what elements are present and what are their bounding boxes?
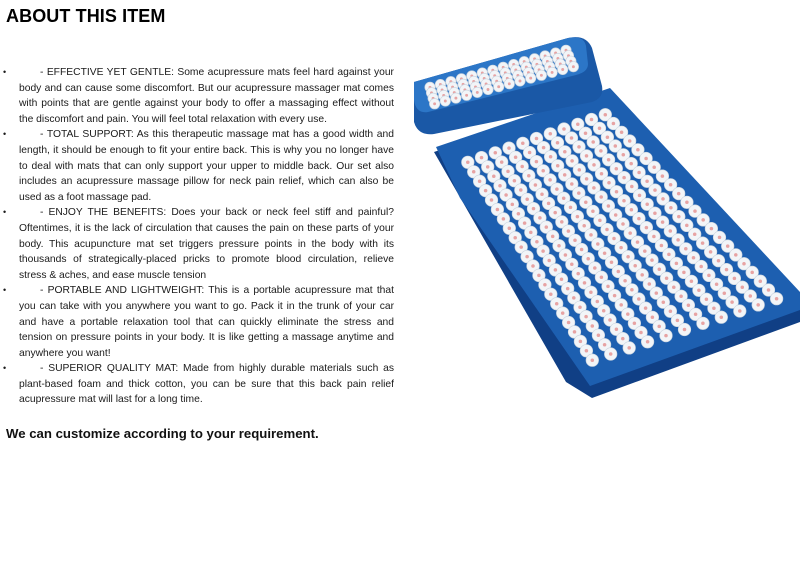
spike-center: [630, 208, 634, 212]
spike-center: [486, 165, 490, 169]
spike-center: [645, 180, 649, 184]
spike-center: [520, 165, 524, 169]
spike-center: [590, 118, 594, 122]
spike-center: [497, 85, 500, 88]
spike-center: [548, 178, 552, 182]
spike-center: [690, 280, 694, 284]
spike-center: [683, 328, 687, 332]
spike-center: [639, 331, 643, 335]
spike-center: [742, 262, 746, 266]
spike-center: [633, 264, 637, 268]
spike-center: [523, 221, 527, 225]
spike-center: [596, 300, 600, 304]
spike-center: [603, 251, 607, 255]
spike-center: [646, 340, 650, 344]
spike-center: [643, 249, 647, 253]
spike-center: [672, 285, 676, 289]
spike-center: [513, 236, 517, 240]
spike-center: [687, 304, 691, 308]
spike-center: [628, 139, 632, 143]
bullet-icon: •: [3, 67, 7, 77]
spike-center: [622, 176, 626, 180]
spike-center: [517, 212, 521, 216]
spike-center: [676, 238, 680, 242]
customize-note: We can customize according to your requirement.: [6, 426, 319, 441]
spike-center: [712, 306, 716, 310]
spike-center: [738, 309, 742, 313]
spike-center: [710, 227, 714, 231]
spike-center: [492, 175, 496, 179]
spike-center: [720, 315, 724, 319]
spike-center: [637, 297, 641, 301]
spike-center: [621, 222, 625, 226]
spike-center: [580, 248, 584, 252]
spike-center: [504, 193, 508, 197]
spike-center: [756, 303, 760, 307]
spike-center: [606, 285, 610, 289]
spike-center: [591, 210, 595, 214]
feature-text: - EFFECTIVE YET GENTLE: Some acupressure mats feel hard against your body and can cause some discomfort. But our acupressure massager mat comes with points that are gentle against your body to offer a massaging effect without the discomfort and pain. You will feel total relaxation with every use.: [19, 67, 394, 125]
spike-center: [589, 233, 593, 237]
spike-center: [636, 240, 640, 244]
spike-center: [560, 220, 564, 224]
spike-center: [532, 207, 536, 211]
spike-center: [607, 204, 611, 208]
feature-item-superior-quality-mat: [0, 361, 394, 408]
spike-center: [615, 167, 619, 171]
spike-center: [562, 127, 566, 131]
spike-center: [579, 340, 583, 344]
spike-center: [759, 279, 763, 283]
spike-center: [592, 163, 596, 167]
spike-center: [612, 122, 616, 126]
bullet-icon: •: [3, 363, 7, 374]
spike-center: [608, 318, 612, 322]
feature-text: - ENJOY THE BENEFITS: Does your back or neck feel stiff and painful? Oftentimes, it is the lack of circulation that causes the pain on these parts of your body. This acupuncture mat set triggers pressure points in the body with its thousands of strategically-placed pricks to promote blood circulation, relieve stress & aches, and ease muscle tension: [19, 207, 394, 281]
spike-center: [528, 151, 532, 155]
spike-center: [561, 68, 564, 71]
spike-center: [741, 285, 745, 289]
spike-center: [591, 358, 595, 362]
spike-center: [612, 237, 616, 241]
spike-center: [576, 272, 580, 276]
spike-center: [591, 140, 595, 144]
spike-center: [508, 82, 511, 85]
spike-center: [549, 132, 553, 136]
spike-center: [578, 306, 582, 310]
spike-center: [465, 94, 468, 97]
spike-center: [651, 316, 655, 320]
spike-center: [693, 209, 697, 213]
spike-center: [472, 170, 476, 174]
spike-center: [669, 206, 673, 210]
spike-center: [513, 179, 517, 183]
spike-center: [557, 244, 561, 248]
spike-center: [542, 146, 546, 150]
spike-center: [454, 97, 457, 100]
spike-center: [604, 113, 608, 117]
spike-center: [564, 253, 568, 257]
spike-center: [433, 102, 436, 105]
spike-center: [572, 65, 575, 68]
spike-center: [563, 150, 567, 154]
spike-center: [600, 275, 604, 279]
spike-center: [573, 330, 577, 334]
spike-center: [570, 182, 574, 186]
spike-center: [599, 149, 603, 153]
spike-center: [535, 160, 539, 164]
spike-center: [619, 303, 623, 307]
spike-center: [725, 268, 729, 272]
spike-center: [767, 288, 771, 292]
spike-center: [615, 190, 619, 194]
spike-center: [749, 294, 753, 298]
spike-center: [535, 137, 539, 141]
spike-center: [606, 135, 610, 139]
spike-center: [626, 255, 630, 259]
spike-center: [596, 242, 600, 246]
spike-center: [623, 279, 627, 283]
spike-center: [707, 274, 711, 278]
spike-center: [730, 300, 734, 304]
spike-center: [675, 262, 679, 266]
feature-item-total-support: [0, 127, 394, 205]
spike-center: [541, 249, 545, 253]
spike-center: [585, 349, 589, 353]
spike-center: [466, 161, 470, 165]
spike-center: [653, 188, 657, 192]
spike-center: [560, 277, 564, 281]
spike-center: [609, 352, 613, 356]
spike-center: [543, 283, 547, 287]
spike-center: [591, 324, 595, 328]
spike-center: [637, 171, 641, 175]
spike-center: [527, 174, 531, 178]
spike-center: [541, 169, 545, 173]
spike-center: [555, 302, 559, 306]
spike-center: [607, 181, 611, 185]
spike-center: [585, 177, 589, 181]
spike-center: [622, 199, 626, 203]
spike-center: [555, 187, 559, 191]
spike-center: [652, 166, 656, 170]
spike-center: [627, 346, 631, 350]
spike-center: [693, 232, 697, 236]
spike-center: [487, 88, 490, 91]
spike-center: [531, 264, 535, 268]
spike-center: [529, 77, 532, 80]
product-image-acupressure-mat-and-pillow: [400, 30, 800, 400]
spike-center: [582, 224, 586, 228]
spike-center: [484, 189, 488, 193]
spike-center: [545, 225, 549, 229]
spike-center: [562, 196, 566, 200]
spike-center: [576, 215, 580, 219]
spike-center: [667, 253, 671, 257]
spike-center: [622, 153, 626, 157]
spike-center: [644, 306, 648, 310]
spike-center: [636, 148, 640, 152]
spike-center: [480, 156, 484, 160]
spike-center: [645, 226, 649, 230]
feature-text: - PORTABLE AND LIGHTWEIGHT: This is a portable acupressure mat that you can take with you anywhere you want to go. Pack it in the trunk of your car and have a portable relaxation tool that can quickly eliminate the stress and tension on pressure points in your body. It is like getting a massage anytime and anywhere you want!: [19, 285, 394, 359]
spike-center: [661, 220, 665, 224]
spike-center: [566, 287, 570, 291]
spike-center: [684, 247, 688, 251]
spike-center: [556, 141, 560, 145]
spike-center: [657, 325, 661, 329]
spike-center: [662, 300, 666, 304]
spike-center: [585, 154, 589, 158]
spike-center: [694, 313, 698, 317]
spike-center: [584, 200, 588, 204]
spike-center: [665, 276, 669, 280]
spike-center: [490, 198, 494, 202]
spike-center: [570, 263, 574, 267]
spike-center: [511, 203, 515, 207]
bullet-icon: •: [3, 207, 7, 218]
spike-center: [599, 195, 603, 199]
page-title: ABOUT THIS ITEM: [6, 6, 166, 26]
spike-center: [478, 179, 482, 183]
spike-center: [572, 296, 576, 300]
spike-center: [701, 218, 705, 222]
spike-center: [551, 71, 554, 74]
spike-center: [653, 211, 657, 215]
feature-text: - SUPERIOR QUALITY MAT: Made from highly durable materials such as plant-based foam and thick cotton, you can be sure that this back pain relief acupressure mat will last for a long time.: [19, 363, 394, 406]
spike-center: [629, 162, 633, 166]
spike-center: [699, 265, 703, 269]
spike-center: [508, 227, 512, 231]
spike-center: [444, 100, 447, 103]
spike-center: [669, 310, 673, 314]
spike-center: [592, 186, 596, 190]
spike-center: [705, 297, 709, 301]
spike-center: [598, 219, 602, 223]
spike-center: [734, 253, 738, 257]
spike-center: [676, 319, 680, 323]
spike-center: [677, 192, 681, 196]
spike-center: [620, 131, 624, 135]
spike-center: [554, 268, 558, 272]
spike-center: [547, 202, 551, 206]
spike-center: [603, 343, 607, 347]
spike-center: [677, 215, 681, 219]
spike-center: [750, 271, 754, 275]
feature-list: [0, 65, 394, 408]
spike-center: [519, 245, 523, 249]
spike-center: [664, 334, 668, 338]
spike-center: [540, 74, 543, 77]
spike-center: [538, 216, 542, 220]
spike-center: [701, 241, 705, 245]
spike-center: [600, 172, 604, 176]
spike-center: [498, 184, 502, 188]
spike-center: [578, 168, 582, 172]
spike-center: [521, 142, 525, 146]
spike-center: [577, 145, 581, 149]
spike-center: [549, 292, 553, 296]
spike-center: [494, 151, 498, 155]
spike-center: [570, 136, 574, 140]
spike-center: [692, 256, 696, 260]
spike-center: [660, 244, 664, 248]
spike-center: [652, 235, 656, 239]
spike-center: [621, 337, 625, 341]
spike-center: [630, 185, 634, 189]
spike-center: [602, 309, 606, 313]
feature-item-portable-and-lightweight: [0, 283, 394, 361]
spike-center: [583, 281, 587, 285]
spike-center: [561, 311, 565, 315]
spike-center: [709, 250, 713, 254]
spike-center: [577, 191, 581, 195]
spike-center: [669, 183, 673, 187]
spike-center: [685, 224, 689, 228]
feature-item-effective-yet-gentle: [0, 65, 394, 127]
spike-center: [633, 322, 637, 326]
spike-center: [570, 159, 574, 163]
spike-center: [519, 80, 522, 83]
spike-center: [655, 291, 659, 295]
spike-center: [682, 271, 686, 275]
spike-center: [593, 266, 597, 270]
spike-center: [534, 183, 538, 187]
spike-center: [607, 158, 611, 162]
spike-center: [617, 270, 621, 274]
spike-center: [626, 312, 630, 316]
spike-center: [584, 131, 588, 135]
spike-center: [614, 144, 618, 148]
spike-center: [718, 236, 722, 240]
bullet-icon: •: [3, 129, 7, 140]
spike-center: [661, 174, 665, 178]
spike-center: [733, 277, 737, 281]
feature-text: - TOTAL SUPPORT: As this therapeutic massage mat has a good width and length, it should be enough to fit your entire back. This is why you no longer have to deal with mats that can only support your upper to middle back. Our set also includes an acupressure massage pillow for neck pain relief, which can also be used as a foot massage pad.: [19, 129, 394, 203]
spike-center: [715, 283, 719, 287]
spike-center: [476, 91, 479, 94]
spike-center: [563, 173, 567, 177]
spike-center: [551, 235, 555, 239]
spike-center: [628, 231, 632, 235]
spike-center: [525, 255, 529, 259]
spike-center: [598, 127, 602, 131]
spike-center: [605, 228, 609, 232]
spike-center: [637, 217, 641, 221]
spike-center: [502, 217, 506, 221]
spike-center: [658, 267, 662, 271]
spike-center: [614, 213, 618, 217]
spike-center: [576, 123, 580, 127]
spike-center: [717, 259, 721, 263]
spike-center: [597, 334, 601, 338]
spike-center: [569, 206, 573, 210]
spike-center: [638, 194, 642, 198]
spike-center: [645, 203, 649, 207]
spike-center: [697, 289, 701, 293]
spike-center: [726, 244, 730, 248]
spike-center: [685, 201, 689, 205]
spike-center: [775, 297, 779, 301]
spike-center: [549, 155, 553, 159]
spike-center: [640, 273, 644, 277]
spike-center: [507, 146, 511, 150]
spike-center: [540, 192, 544, 196]
spike-center: [529, 231, 533, 235]
spike-center: [584, 315, 588, 319]
spike-center: [567, 321, 571, 325]
spike-center: [496, 208, 500, 212]
spike-center: [615, 328, 619, 332]
spike-center: [500, 160, 504, 164]
spike-center: [610, 261, 614, 265]
spike-center: [573, 239, 577, 243]
spike-center: [506, 170, 510, 174]
spike-center: [648, 282, 652, 286]
spike-center: [556, 164, 560, 168]
spike-center: [589, 290, 593, 294]
spike-center: [613, 294, 617, 298]
spike-center: [619, 246, 623, 250]
spike-center: [514, 156, 518, 160]
spike-center: [535, 240, 539, 244]
spike-center: [661, 197, 665, 201]
spike-center: [537, 274, 541, 278]
spike-center: [679, 294, 683, 298]
feature-item-enjoy-the-benefits: [0, 205, 394, 283]
spike-center: [586, 257, 590, 261]
spike-center: [553, 211, 557, 215]
spike-center: [567, 229, 571, 233]
spike-center: [525, 198, 529, 202]
spike-center: [519, 188, 523, 192]
spike-center: [701, 322, 705, 326]
spike-center: [630, 288, 634, 292]
spike-center: [723, 291, 727, 295]
spike-center: [669, 229, 673, 233]
spike-center: [644, 157, 648, 161]
spike-center: [547, 259, 551, 263]
bullet-icon: •: [3, 285, 7, 296]
spike-center: [650, 258, 654, 262]
